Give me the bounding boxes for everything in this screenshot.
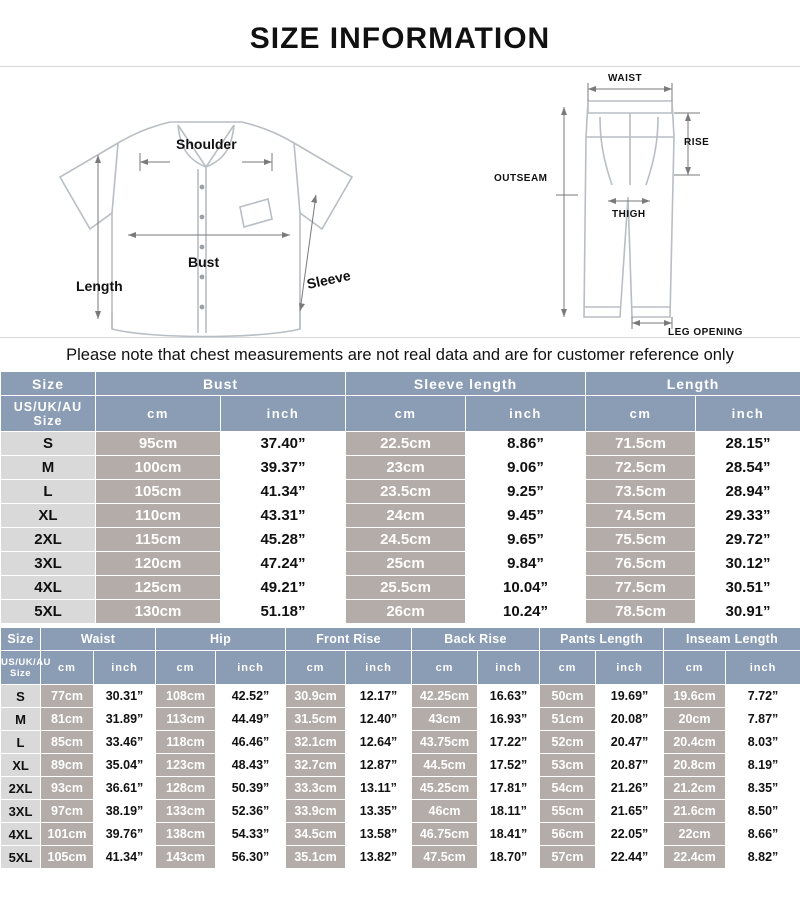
bottom-cell: 133cm bbox=[156, 800, 216, 823]
top-cell: 77.5cm bbox=[586, 576, 696, 600]
shirt-label-sleeve: Sleeve bbox=[305, 267, 353, 292]
pants-diagram bbox=[460, 67, 800, 339]
top-size-cell: 4XL bbox=[1, 576, 96, 600]
bottom-cell: 18.41” bbox=[478, 823, 540, 846]
bottom-cell: 22.44” bbox=[596, 846, 664, 869]
top-cell: 120cm bbox=[96, 552, 221, 576]
bottom-cell: 101cm bbox=[41, 823, 94, 846]
bottom-cell: 54.33” bbox=[216, 823, 286, 846]
top-size-cell: L bbox=[1, 480, 96, 504]
measurement-note: Please note that chest measurements are not real data and are for customer reference only bbox=[66, 346, 734, 364]
page-title: SIZE INFORMATION bbox=[249, 22, 551, 55]
bottom-unit-corner-line1: US/UK/AU bbox=[1, 656, 51, 668]
top-cell: 23.5cm bbox=[346, 480, 466, 504]
top-cell: 29.33” bbox=[696, 504, 800, 528]
bottom-group-header-waist: Waist bbox=[41, 628, 156, 651]
top-cell: 24.5cm bbox=[346, 528, 466, 552]
bottom-cell: 46.46” bbox=[216, 731, 286, 754]
bottom-unit-corner-line2: Size bbox=[9, 667, 31, 679]
table-row bbox=[1, 731, 800, 754]
top-cell: 26cm bbox=[346, 600, 466, 624]
bottom-cell: 20.4cm bbox=[664, 731, 726, 754]
top-cell: 74.5cm bbox=[586, 504, 696, 528]
bottom-size-table bbox=[0, 627, 800, 869]
table-row bbox=[1, 823, 800, 846]
top-cell: 125cm bbox=[96, 576, 221, 600]
bottom-cell: 52.36” bbox=[216, 800, 286, 823]
table-row bbox=[1, 432, 800, 456]
measurement-diagrams bbox=[0, 66, 800, 338]
bottom-cell: 18.11” bbox=[478, 800, 540, 823]
bottom-group-header-inseam-length: Inseam Length bbox=[664, 628, 800, 651]
bottom-cell: 30.9cm bbox=[286, 685, 346, 708]
bottom-cell: 123cm bbox=[156, 754, 216, 777]
bottom-table-group-header-row bbox=[1, 628, 800, 651]
table-row bbox=[1, 576, 800, 600]
top-unit-header-length-cm: cm bbox=[586, 396, 696, 432]
bottom-cell: 113cm bbox=[156, 708, 216, 731]
top-unit-header-corner bbox=[1, 396, 96, 432]
bottom-cell: 19.6cm bbox=[664, 685, 726, 708]
top-group-header-length: Length bbox=[586, 372, 800, 396]
bottom-cell: 17.22” bbox=[478, 731, 540, 754]
bottom-unit-header-hip-inch: inch bbox=[216, 651, 286, 685]
bottom-cell: 105cm bbox=[41, 846, 94, 869]
top-table-unit-header-row bbox=[1, 396, 800, 432]
bottom-cell: 20.47” bbox=[596, 731, 664, 754]
bottom-cell: 38.19” bbox=[94, 800, 156, 823]
bottom-cell: 12.17” bbox=[346, 685, 412, 708]
top-cell: 43.31” bbox=[221, 504, 346, 528]
table-row bbox=[1, 528, 800, 552]
table-row bbox=[1, 552, 800, 576]
top-cell: 49.21” bbox=[221, 576, 346, 600]
top-unit-header-sleeve-inch: inch bbox=[466, 396, 586, 432]
bottom-cell: 13.35” bbox=[346, 800, 412, 823]
shirt-illustration-svg bbox=[0, 67, 460, 339]
bottom-unit-header-hip-cm: cm bbox=[156, 651, 216, 685]
bottom-cell: 31.89” bbox=[94, 708, 156, 731]
top-cell: 25.5cm bbox=[346, 576, 466, 600]
bottom-cell: 143cm bbox=[156, 846, 216, 869]
bottom-cell: 77cm bbox=[41, 685, 94, 708]
shirt-diagram bbox=[0, 67, 460, 339]
top-cell: 51.18” bbox=[221, 600, 346, 624]
top-group-header-size: Size bbox=[1, 372, 96, 396]
pants-label-thigh: THIGH bbox=[612, 209, 646, 220]
bottom-cell: 47.5cm bbox=[412, 846, 478, 869]
top-cell: 75.5cm bbox=[586, 528, 696, 552]
bottom-unit-header-back-rise-inch: inch bbox=[478, 651, 540, 685]
table-row bbox=[1, 800, 800, 823]
bottom-cell: 17.52” bbox=[478, 754, 540, 777]
top-cell: 72.5cm bbox=[586, 456, 696, 480]
bottom-cell: 50cm bbox=[540, 685, 596, 708]
bottom-cell: 30.31” bbox=[94, 685, 156, 708]
top-cell: 73.5cm bbox=[586, 480, 696, 504]
bottom-cell: 138cm bbox=[156, 823, 216, 846]
top-cell: 10.24” bbox=[466, 600, 586, 624]
bottom-cell: 21.6cm bbox=[664, 800, 726, 823]
top-unit-corner-line1: US/UK/AU bbox=[13, 399, 83, 414]
bottom-cell: 19.69” bbox=[596, 685, 664, 708]
top-unit-header-bust-cm: cm bbox=[96, 396, 221, 432]
top-cell: 25cm bbox=[346, 552, 466, 576]
top-size-cell: 5XL bbox=[1, 600, 96, 624]
bottom-cell: 18.70” bbox=[478, 846, 540, 869]
bottom-size-cell: 4XL bbox=[1, 823, 41, 846]
bottom-unit-header-corner bbox=[1, 651, 51, 685]
bottom-cell: 20.08” bbox=[596, 708, 664, 731]
bottom-cell: 57cm bbox=[540, 846, 596, 869]
table-row bbox=[1, 708, 800, 731]
top-cell: 22.5cm bbox=[346, 432, 466, 456]
top-group-header-bust: Bust bbox=[96, 372, 346, 396]
bottom-cell: 44.49” bbox=[216, 708, 286, 731]
top-cell: 105cm bbox=[96, 480, 221, 504]
bottom-cell: 89cm bbox=[41, 754, 94, 777]
bottom-cell: 41.34” bbox=[94, 846, 156, 869]
bottom-cell: 33.9cm bbox=[286, 800, 346, 823]
bottom-group-header-front-rise: Front Rise bbox=[286, 628, 412, 651]
shirt-label-bust: Bust bbox=[188, 254, 220, 270]
top-cell: 41.34” bbox=[221, 480, 346, 504]
bottom-cell: 8.50” bbox=[726, 800, 800, 823]
top-group-header-sleeve-length: Sleeve length bbox=[346, 372, 586, 396]
bottom-size-cell: M bbox=[1, 708, 41, 731]
pants-label-waist: WAIST bbox=[608, 73, 643, 84]
bottom-cell: 12.87” bbox=[346, 754, 412, 777]
bottom-cell: 81cm bbox=[41, 708, 94, 731]
bottom-cell: 17.81” bbox=[478, 777, 540, 800]
bottom-cell: 8.03” bbox=[726, 731, 800, 754]
bottom-cell: 97cm bbox=[41, 800, 94, 823]
bottom-group-header-size: Size bbox=[1, 628, 41, 651]
top-cell: 47.24” bbox=[221, 552, 346, 576]
bottom-cell: 20.8cm bbox=[664, 754, 726, 777]
bottom-cell: 56cm bbox=[540, 823, 596, 846]
bottom-size-cell: 2XL bbox=[1, 777, 41, 800]
bottom-cell: 20.87” bbox=[596, 754, 664, 777]
bottom-cell: 33.3cm bbox=[286, 777, 346, 800]
bottom-cell: 108cm bbox=[156, 685, 216, 708]
bottom-size-cell: 3XL bbox=[1, 800, 41, 823]
bottom-table-unit-header-row bbox=[1, 651, 800, 685]
bottom-cell: 13.82” bbox=[346, 846, 412, 869]
top-cell: 71.5cm bbox=[586, 432, 696, 456]
table-row bbox=[1, 846, 800, 869]
bottom-cell: 16.93” bbox=[478, 708, 540, 731]
bottom-cell: 35.04” bbox=[94, 754, 156, 777]
bottom-size-cell: S bbox=[1, 685, 41, 708]
bottom-cell: 56.30” bbox=[216, 846, 286, 869]
bottom-cell: 34.5cm bbox=[286, 823, 346, 846]
top-cell: 115cm bbox=[96, 528, 221, 552]
top-unit-header-length-inch: inch bbox=[696, 396, 800, 432]
top-cell: 39.37” bbox=[221, 456, 346, 480]
top-size-cell: 3XL bbox=[1, 552, 96, 576]
top-cell: 30.12” bbox=[696, 552, 800, 576]
bottom-cell: 44.5cm bbox=[412, 754, 478, 777]
top-cell: 10.04” bbox=[466, 576, 586, 600]
bottom-cell: 55cm bbox=[540, 800, 596, 823]
top-cell: 9.84” bbox=[466, 552, 586, 576]
table-row bbox=[1, 754, 800, 777]
pants-label-rise: RISE bbox=[684, 137, 710, 148]
bottom-cell: 93cm bbox=[41, 777, 94, 800]
bottom-cell: 7.72” bbox=[726, 685, 800, 708]
bottom-unit-header-waist-inch: inch bbox=[94, 651, 156, 685]
top-cell: 9.65” bbox=[466, 528, 586, 552]
shirt-label-length: Length bbox=[76, 278, 123, 294]
bottom-unit-header-front-rise-cm: cm bbox=[286, 651, 346, 685]
top-cell: 100cm bbox=[96, 456, 221, 480]
bottom-cell: 53cm bbox=[540, 754, 596, 777]
bottom-unit-header-front-rise-inch: inch bbox=[346, 651, 412, 685]
bottom-cell: 45.25cm bbox=[412, 777, 478, 800]
top-cell: 95cm bbox=[96, 432, 221, 456]
bottom-group-header-back-rise: Back Rise bbox=[412, 628, 540, 651]
bottom-cell: 16.63” bbox=[478, 685, 540, 708]
top-cell: 9.45” bbox=[466, 504, 586, 528]
bottom-cell: 21.2cm bbox=[664, 777, 726, 800]
top-cell: 28.15” bbox=[696, 432, 800, 456]
bottom-cell: 52cm bbox=[540, 731, 596, 754]
bottom-cell: 85cm bbox=[41, 731, 94, 754]
top-cell: 78.5cm bbox=[586, 600, 696, 624]
top-cell: 130cm bbox=[96, 600, 221, 624]
table-row bbox=[1, 600, 800, 624]
bottom-cell: 12.64” bbox=[346, 731, 412, 754]
bottom-cell: 8.19” bbox=[726, 754, 800, 777]
pants-illustration-svg bbox=[460, 67, 800, 339]
top-cell: 9.06” bbox=[466, 456, 586, 480]
top-cell: 30.51” bbox=[696, 576, 800, 600]
top-cell: 28.94” bbox=[696, 480, 800, 504]
top-size-cell: M bbox=[1, 456, 96, 480]
bottom-cell: 46cm bbox=[412, 800, 478, 823]
table-row bbox=[1, 685, 800, 708]
bottom-cell: 33.46” bbox=[94, 731, 156, 754]
top-cell: 76.5cm bbox=[586, 552, 696, 576]
top-unit-corner-line2: Size bbox=[33, 413, 63, 428]
bottom-cell: 42.25cm bbox=[412, 685, 478, 708]
bottom-cell: 12.40” bbox=[346, 708, 412, 731]
top-cell: 9.25” bbox=[466, 480, 586, 504]
top-size-cell: S bbox=[1, 432, 96, 456]
bottom-cell: 50.39” bbox=[216, 777, 286, 800]
top-size-cell: XL bbox=[1, 504, 96, 528]
bottom-cell: 8.82” bbox=[726, 846, 800, 869]
top-cell: 45.28” bbox=[221, 528, 346, 552]
top-cell: 37.40” bbox=[221, 432, 346, 456]
bottom-group-header-hip: Hip bbox=[156, 628, 286, 651]
bottom-cell: 8.66” bbox=[726, 823, 800, 846]
bottom-cell: 39.76” bbox=[94, 823, 156, 846]
bottom-table-body bbox=[1, 685, 800, 869]
table-row bbox=[1, 504, 800, 528]
top-cell: 110cm bbox=[96, 504, 221, 528]
top-cell: 28.54” bbox=[696, 456, 800, 480]
bottom-cell: 22.05” bbox=[596, 823, 664, 846]
bottom-cell: 13.11” bbox=[346, 777, 412, 800]
bottom-cell: 51cm bbox=[540, 708, 596, 731]
top-cell: 29.72” bbox=[696, 528, 800, 552]
top-unit-header-bust-inch: inch bbox=[221, 396, 346, 432]
top-size-table bbox=[0, 371, 800, 624]
bottom-unit-header-inseam-inch: inch bbox=[726, 651, 800, 685]
bottom-unit-header-back-rise-cm: cm bbox=[412, 651, 478, 685]
bottom-cell: 22cm bbox=[664, 823, 726, 846]
bottom-cell: 54cm bbox=[540, 777, 596, 800]
pants-label-outseam: OUTSEAM bbox=[494, 173, 548, 184]
bottom-cell: 31.5cm bbox=[286, 708, 346, 731]
table-row bbox=[1, 777, 800, 800]
bottom-unit-header-waist-cm: cm bbox=[41, 651, 94, 685]
bottom-size-cell: 5XL bbox=[1, 846, 41, 869]
bottom-cell: 13.58” bbox=[346, 823, 412, 846]
bottom-size-cell: L bbox=[1, 731, 41, 754]
pants-label-leg-opening: LEG OPENING bbox=[668, 327, 743, 338]
table-row bbox=[1, 456, 800, 480]
bottom-cell: 7.87” bbox=[726, 708, 800, 731]
top-unit-header-sleeve-cm: cm bbox=[346, 396, 466, 432]
top-cell: 24cm bbox=[346, 504, 466, 528]
top-cell: 8.86” bbox=[466, 432, 586, 456]
bottom-cell: 36.61” bbox=[94, 777, 156, 800]
bottom-cell: 43.75cm bbox=[412, 731, 478, 754]
bottom-cell: 20cm bbox=[664, 708, 726, 731]
bottom-size-cell: XL bbox=[1, 754, 41, 777]
bottom-cell: 48.43” bbox=[216, 754, 286, 777]
bottom-cell: 21.65” bbox=[596, 800, 664, 823]
bottom-cell: 118cm bbox=[156, 731, 216, 754]
shirt-label-shoulder: Shoulder bbox=[176, 136, 237, 152]
top-table-body bbox=[1, 432, 800, 624]
bottom-cell: 43cm bbox=[412, 708, 478, 731]
bottom-unit-header-inseam-cm: cm bbox=[664, 651, 726, 685]
top-size-cell: 2XL bbox=[1, 528, 96, 552]
bottom-cell: 22.4cm bbox=[664, 846, 726, 869]
bottom-cell: 21.26” bbox=[596, 777, 664, 800]
bottom-cell: 42.52” bbox=[216, 685, 286, 708]
bottom-cell: 46.75cm bbox=[412, 823, 478, 846]
bottom-cell: 8.35” bbox=[726, 777, 800, 800]
bottom-group-header-pants-length: Pants Length bbox=[540, 628, 664, 651]
table-row bbox=[1, 480, 800, 504]
top-cell: 23cm bbox=[346, 456, 466, 480]
bottom-unit-header-pants-length-inch: inch bbox=[596, 651, 664, 685]
bottom-unit-header-pants-length-cm: cm bbox=[540, 651, 596, 685]
top-table-group-header-row bbox=[1, 372, 800, 396]
bottom-cell: 128cm bbox=[156, 777, 216, 800]
bottom-cell: 35.1cm bbox=[286, 846, 346, 869]
top-cell: 30.91” bbox=[696, 600, 800, 624]
bottom-cell: 32.7cm bbox=[286, 754, 346, 777]
bottom-cell: 32.1cm bbox=[286, 731, 346, 754]
